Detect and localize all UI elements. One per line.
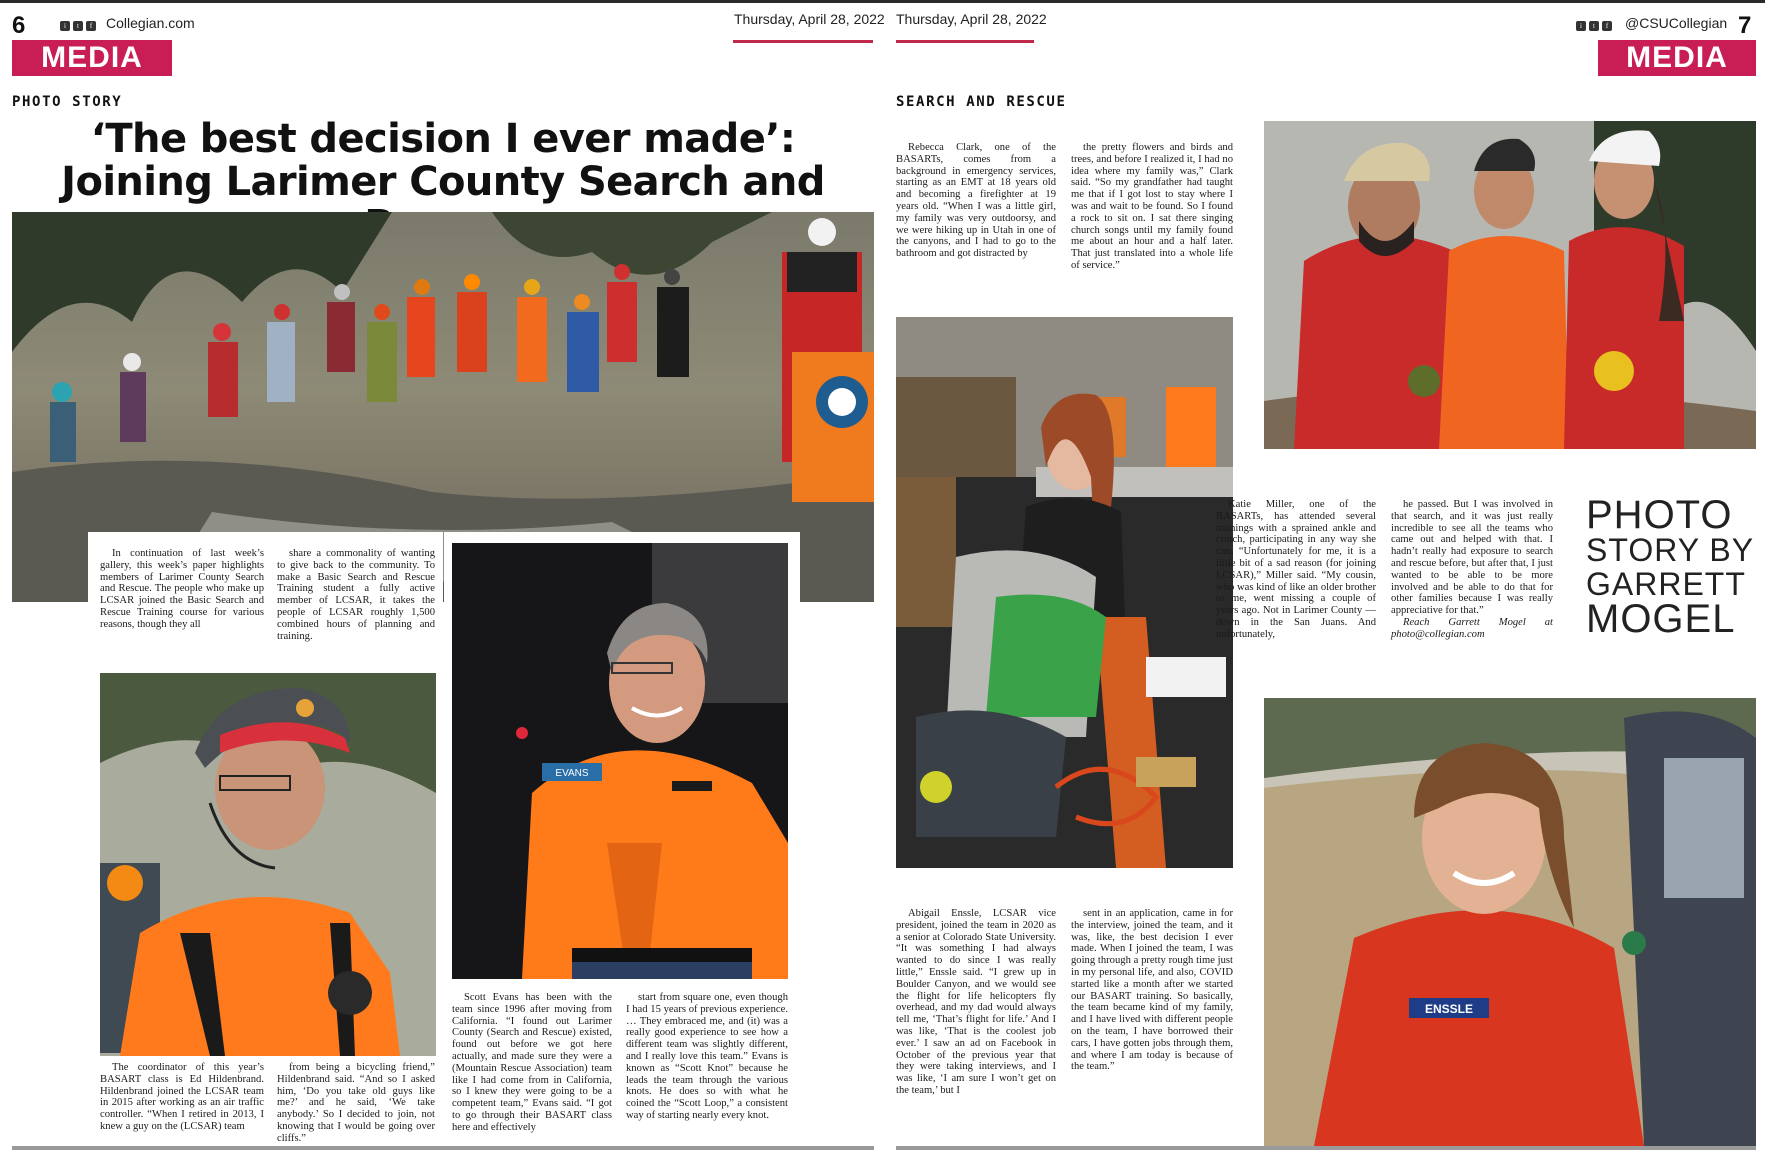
clark-photo: [896, 317, 1233, 868]
hildenbrand-photo-image: [100, 673, 436, 1056]
headline-line-2: Joining Larimer County Search and: [61, 159, 825, 205]
left-bottom-rule: [12, 1146, 874, 1150]
hildenbrand-column-2: from being a bicycling friend,” Hildenbrand said. “And so I asked him, ‘Do you take old guys like me?’ and he said, ‘We take anybody.’ So I decided to join, not knowing that I would be going over cliffs.”: [277, 1062, 435, 1144]
right-bottom-rule: [896, 1146, 1756, 1150]
twitter-icon[interactable]: t: [1589, 21, 1599, 31]
right-kicker: SEARCH AND RESCUE: [896, 94, 1067, 110]
left-date-rule: [733, 40, 873, 43]
photo-credit: [1586, 493, 1755, 641]
left-section-badge: MEDIA: [12, 40, 172, 76]
reach-line: Reach Garrett Mogel at photo@collegian.com: [1391, 616, 1553, 640]
clark-photo-image: [896, 317, 1233, 868]
three-rescuers-photo: [1264, 121, 1756, 449]
evans-name-tag: EVANS: [555, 768, 589, 779]
intro-column-1: In continuation of last week’s gallery, this week’s paper highlights members of Larimer County Search and Rescue. The people who make up LCSAR joined the Basic Search and Rescue Training course for various reasons, though they all: [100, 548, 264, 630]
enssle-photo: [1264, 698, 1756, 1146]
hildenbrand-column-1: The coordinator of this year’s BASART class is Ed Hildenbrand. Hildenbrand joined the LCSAR team in 2015 after working as an air traffic controller. “When I retired in 2013, I knew a guy on the (LCSAR) team: [100, 1062, 264, 1132]
three-rescuers-photo-image: [1264, 121, 1756, 449]
left-kicker: PHOTO STORY: [12, 94, 123, 110]
miller-column-2: he passed. But I was involved in that search, and it was just really incredible to see all the teams who came out and helped with that. I hadn’t really had exposure to search and rescue before, but after that, I just wanted to be able to be more involved and be able to do that for other families because I was really appreciative for that.” Reach Garrett Mogel at photo@collegian.com: [1391, 499, 1553, 640]
left-date: Thursday, April 28, 2022: [734, 11, 885, 27]
enssle-photo-image: [1264, 698, 1756, 1146]
right-social-icons[interactable]: [1576, 17, 1615, 35]
facebook-icon[interactable]: f: [86, 21, 96, 31]
left-site-url[interactable]: Collegian.com: [106, 15, 195, 31]
evans-photo: [452, 543, 788, 979]
left-page-number: 6: [12, 12, 26, 39]
instagram-icon[interactable]: i: [60, 21, 70, 31]
left-social-icons[interactable]: [60, 17, 99, 35]
clark-column-2: the pretty flowers and birds and trees, and before I realized it, I had no idea where my family was,” Clark said. “So my grandfather had taught me that if I got lost to stay where I was and wait to be found. So I found a rock to sit on. I sat there singing church songs until my family found me about an hour and a half later. That just translated into a whole life of service.”: [1071, 142, 1233, 271]
right-section-badge: MEDIA: [1598, 40, 1756, 76]
credit-line-4: MOGEL: [1586, 597, 1736, 641]
miller-column-1: Katie Miller, one of the BASARTs, has attended several trainings with a sprained ankle and crutch, participating in any way she can. “Unfortunately for me, it is a little bit of a sad reason (for joining LCSAR),” Miller said. “My cousin, who was kind of like an older brother to me, went missing a couple of years ago. Not in Larimer County — down in the San Juans. And unfortunately,: [1216, 499, 1376, 640]
clark-column-1: Rebecca Clark, one of the BASARTs, comes from a background in emergency services, starting as an EMT at 18 years old and becoming a firefighter at 19 years old. “When I was a little girl, my family was very outdoorsy, and we were hiking up in Utah in one of the canyons, and I had to go to the bathroom and got distracted by: [896, 142, 1056, 260]
right-date: Thursday, April 28, 2022: [896, 11, 1047, 27]
evans-column-1: Scott Evans has been with the team since 1996 after moving from California. “I found out Larimer County (Search and Rescue) existed, found out before we got here actually, and made sure they were a (Mountain Rescue Association) team like I had come from in California, so I knew they were going to be a competent team,” Evans said. “I got to go through their BASART class here and effectively: [452, 992, 612, 1133]
right-date-rule: [896, 40, 1034, 43]
credit-line-2: STORY BY: [1586, 532, 1755, 568]
right-site-handle[interactable]: @CSUCollegian: [1625, 15, 1728, 31]
facebook-icon[interactable]: f: [1602, 21, 1612, 31]
enssle-column-1: Abigail Enssle, LCSAR vice president, joined the team in 2020 as a senior at Colorado State University. “It was something I had always wanted to do since I was really little,” Enssle said. “I grew up in Boulder Canyon, and we would see the flight for life helicopters fly overhead, and my dad would always tell me, ‘That’s flight for life.’ And I was like, ‘That is the coolest job ever.’ I saw an ad on Facebook in October of the previous year that they were taking interviews, and I was like, ‘I am sure I won’t get on the team,’ but I: [896, 908, 1056, 1096]
twitter-icon[interactable]: t: [73, 21, 83, 31]
enssle-column-2: sent in an application, came in for the interview, joined the team, and it was, like, the best decision I ever made. When I joined the team, I was going through a pretty rough time just in my personal life, and also, COVID started like a month after we started our BASART training. So basically, the team became kind of my family, and I have lived with different people on the team, I have borrowed their cars, I have gotten jobs through them, and where I am today is because of the team.”: [1071, 908, 1233, 1073]
evans-photo-image: [452, 543, 788, 979]
credit-line-3: GARRETT: [1586, 566, 1746, 602]
headline-line-1: ‘The best decision I ever made’:: [90, 116, 796, 162]
enssle-name-tag: ENSSLE: [1424, 1002, 1474, 1016]
hildenbrand-photo: [100, 673, 436, 1056]
right-page-number: 7: [1738, 12, 1752, 39]
credit-line-1: PHOTO: [1586, 493, 1733, 537]
evans-column-2: start from square one, even though I had 15 years of previous experience. … They embraced me, and (it) was a really good experience to see how a different team was slightly different, and I really love this team.” Evans is known as “Scott Knot” because he leads the team through the various knots. He does so with what he coined the “Scott Loop,” a consistent way of starting nearly every knot.: [626, 992, 788, 1121]
instagram-icon[interactable]: i: [1576, 21, 1586, 31]
intro-column-2: share a commonality of wanting to give back to the community. To make a Basic Search and Rescue Training student a fully active member of LCSAR, it takes the people of LCSAR roughly 1,500 combined hours of planning and training.: [277, 548, 435, 642]
top-border: [0, 0, 1765, 3]
